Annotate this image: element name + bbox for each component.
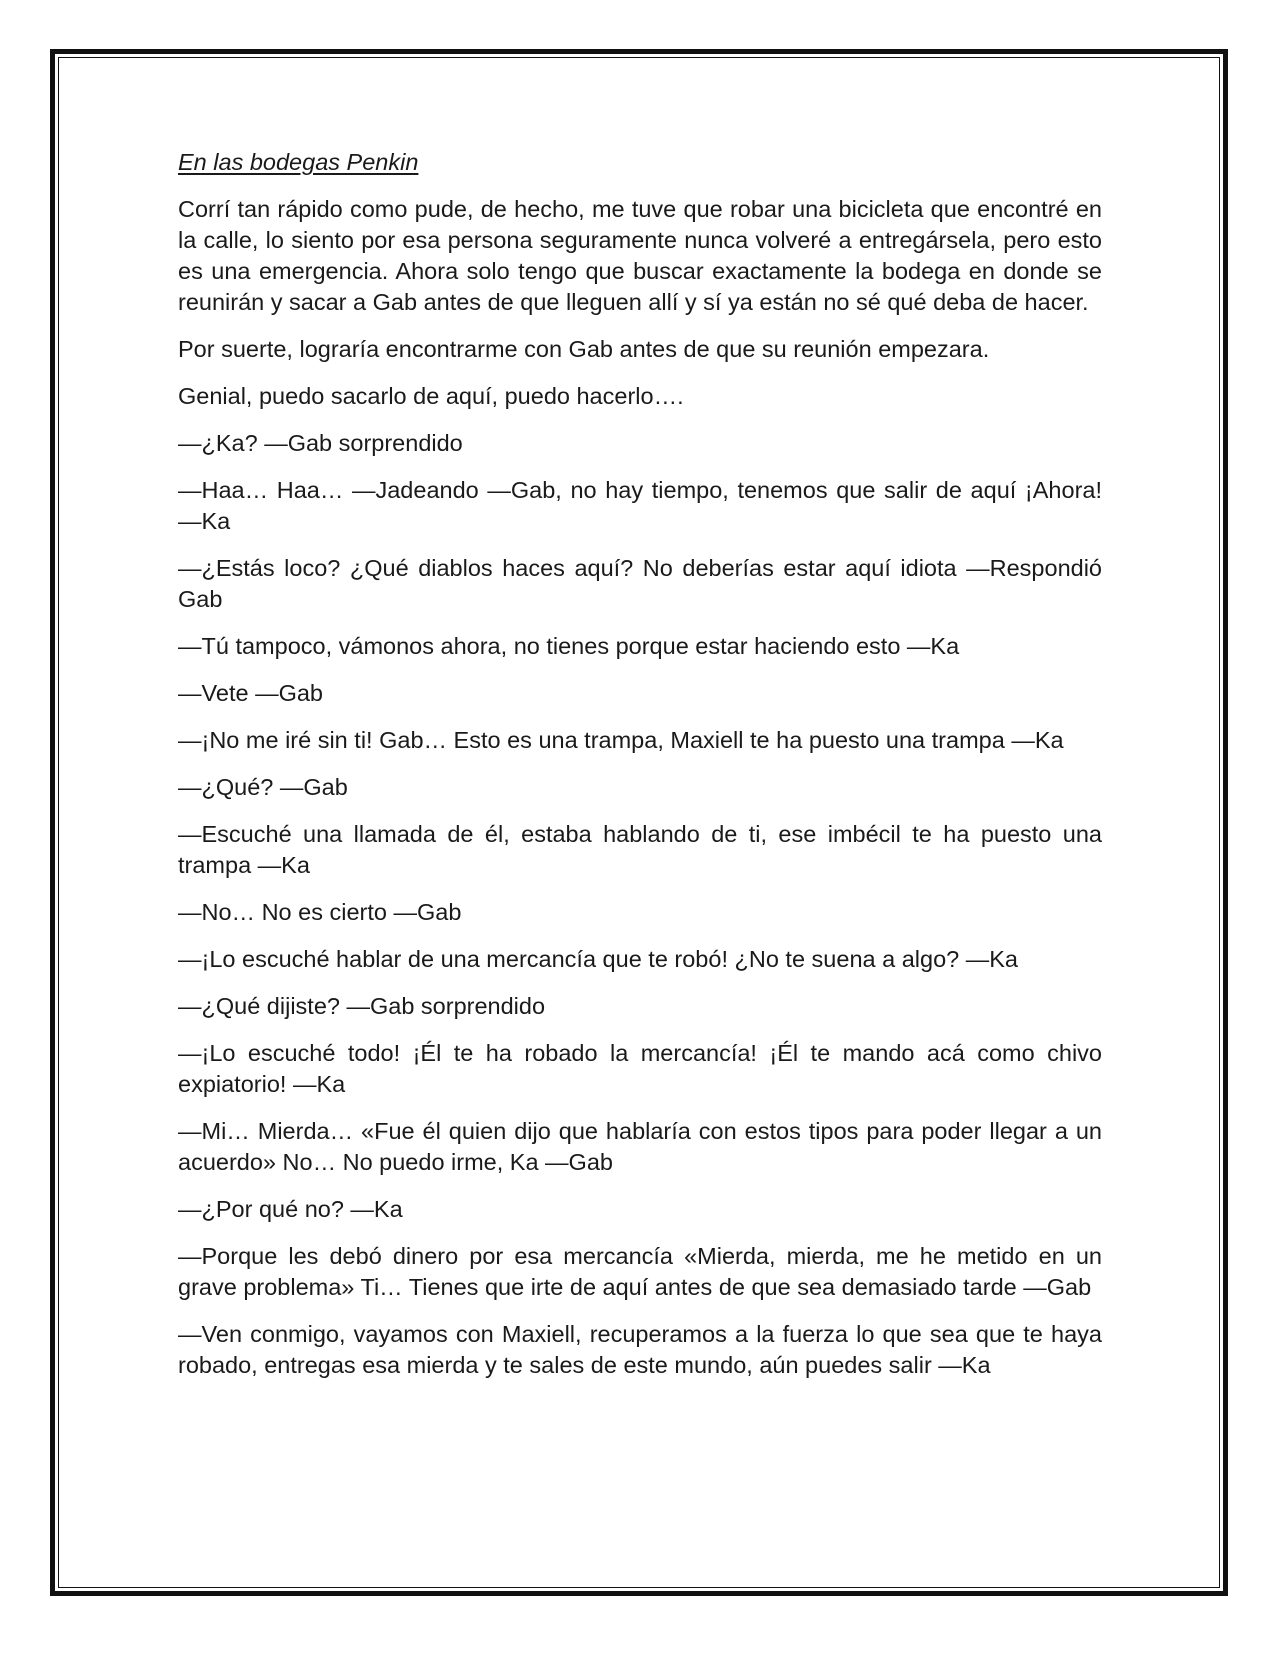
dialogue-line-2: —Haa… Haa… —Jadeando —Gab, no hay tiempo, tenemos que salir de aquí ¡Ahora! —Ka [178, 477, 1102, 534]
dialogue-line-7: —¿Qué? —Gab [178, 774, 348, 800]
dialogue-line-13: —Mi… Mierda… «Fue él quien dijo que hablaría con estos tipos para poder llegar a un acuerdo» No… No puedo irme, Ka —Gab [178, 1118, 1102, 1175]
dialogue-line-1: —¿Ka? —Gab sorprendido [178, 430, 463, 456]
dialogue-line-16: —Ven conmigo, vayamos con Maxiell, recuperamos a la fuerza lo que sea que te haya robado, entregas esa mierda y te sales de este mundo, aún puedes salir —Ka [178, 1321, 1102, 1378]
section-title: En las bodegas Penkin [178, 149, 419, 175]
dialogue-line-14: —¿Por qué no? —Ka [178, 1196, 403, 1222]
dialogue-line-3: —¿Estás loco? ¿Qué diablos haces aquí? No deberías estar aquí idiota —Respondió Gab [178, 555, 1102, 612]
dialogue-line-4: —Tú tampoco, vámonos ahora, no tienes porque estar haciendo esto —Ka [178, 633, 960, 659]
document-body [178, 147, 1102, 1397]
dialogue-line-9: —No… No es cierto —Gab [178, 899, 462, 925]
paragraph-1: Corrí tan rápido como pude, de hecho, me tuve que robar una bicicleta que encontré en la calle, lo siento por esa persona seguramente nunca volveré a entregársela, pero esto es una emergencia. Ahora solo tengo que buscar exactamente la bodega en donde se reunirán y sacar a Gab antes de que lleguen allí y sí ya están no sé qué deba de hacer. [178, 196, 1102, 315]
dialogue-line-15: —Porque les debó dinero por esa mercancía «Mierda, mierda, me he metido en un grave problema» Ti… Tienes que irte de aquí antes de que sea demasiado tarde —Gab [178, 1243, 1102, 1300]
dialogue-line-11: —¿Qué dijiste? —Gab sorprendido [178, 993, 546, 1019]
dialogue-line-5: —Vete —Gab [178, 680, 323, 706]
paragraph-3: Genial, puedo sacarlo de aquí, puedo hacerlo…. [178, 383, 684, 409]
dialogue-line-12: —¡Lo escuché todo! ¡Él te ha robado la mercancía! ¡Él te mando acá como chivo expiatorio! —Ka [178, 1040, 1102, 1097]
dialogue-line-6: —¡No me iré sin ti! Gab… Esto es una trampa, Maxiell te ha puesto una trampa —Ka [178, 727, 1064, 753]
dialogue-line-10: —¡Lo escuché hablar de una mercancía que te robó! ¿No te suena a algo? —Ka [178, 946, 1018, 972]
paragraph-2: Por suerte, lograría encontrarme con Gab antes de que su reunión empezara. [178, 336, 990, 362]
dialogue-line-8: —Escuché una llamada de él, estaba hablando de ti, ese imbécil te ha puesto una trampa —Ka [178, 821, 1102, 878]
